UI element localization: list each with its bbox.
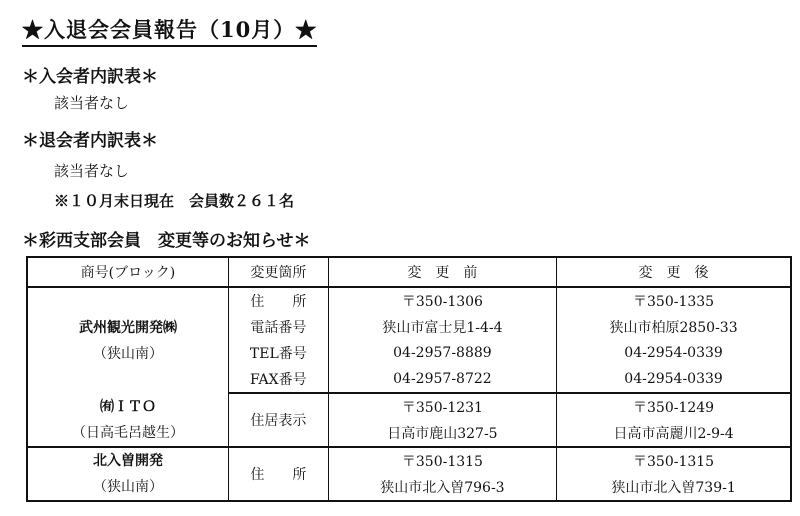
join-heading: ＊入会者内訳表＊	[22, 67, 158, 87]
table-row	[27, 393, 791, 420]
company-name: ㈲ＩＴＯ	[99, 398, 156, 415]
company-name: 北入曽開発	[92, 453, 163, 469]
field-cell: 住 所	[228, 287, 328, 314]
after-cell: 04-2954-0339	[557, 366, 791, 393]
header-field: 変更箇所	[228, 257, 328, 287]
after-cell: 04-2954-0339	[557, 340, 791, 366]
company-cell	[27, 393, 228, 447]
field-cell: TEL番号	[228, 340, 328, 366]
before-cell: 日高市鹿山327-5	[328, 420, 556, 447]
company-cell	[27, 287, 228, 393]
table-row	[27, 447, 791, 474]
field-cell: 住 所	[228, 447, 328, 501]
before-cell: 04-2957-8889	[328, 340, 556, 366]
company-name: 武州観光開発㈱	[78, 319, 177, 336]
company-block: （狭山南）	[92, 479, 163, 495]
before-cell: 狭山市北入曽796-3	[328, 474, 556, 501]
before-cell: 〒350-1306	[328, 287, 556, 314]
before-cell: 〒350-1231	[328, 393, 556, 420]
changes-table	[26, 256, 792, 502]
join-text: 該当者なし	[54, 94, 130, 112]
leave-text: 該当者なし	[54, 162, 130, 180]
header-after: 変 更 後	[557, 257, 791, 287]
company-block: （狭山南）	[92, 345, 163, 362]
field-cell: 電話番号	[228, 314, 328, 340]
after-cell: 〒350-1315	[557, 447, 791, 474]
after-cell: 狭山市北入曽739-1	[557, 474, 791, 501]
table-row	[27, 287, 791, 314]
after-cell: 〒350-1335	[557, 287, 791, 314]
member-count-note: ※１０月末日現在 会員数２６１名	[54, 192, 295, 210]
before-cell: 〒350-1315	[328, 447, 556, 474]
header-before: 変 更 前	[328, 257, 556, 287]
after-cell: 狭山市柏原2850-33	[557, 314, 791, 340]
company-block: （日高毛呂越生）	[71, 424, 184, 441]
after-cell: 日高市高麗川2-9-4	[557, 420, 791, 447]
field-cell: 住居表示	[228, 393, 328, 447]
before-cell: 04-2957-8722	[328, 366, 556, 393]
header-company: 商号(ブロック)	[27, 257, 228, 287]
changes-heading: ＊彩西支部会員 変更等のお知らせ＊	[22, 231, 311, 251]
leave-heading: ＊退会者内訳表＊	[22, 131, 158, 151]
before-cell: 狭山市富士見1-4-4	[328, 314, 556, 340]
page-title: ★入退会会員報告（10月）★	[22, 14, 317, 47]
table-header-row	[27, 257, 791, 287]
company-cell	[27, 447, 228, 501]
field-cell: FAX番号	[228, 366, 328, 393]
after-cell: 〒350-1249	[557, 393, 791, 420]
